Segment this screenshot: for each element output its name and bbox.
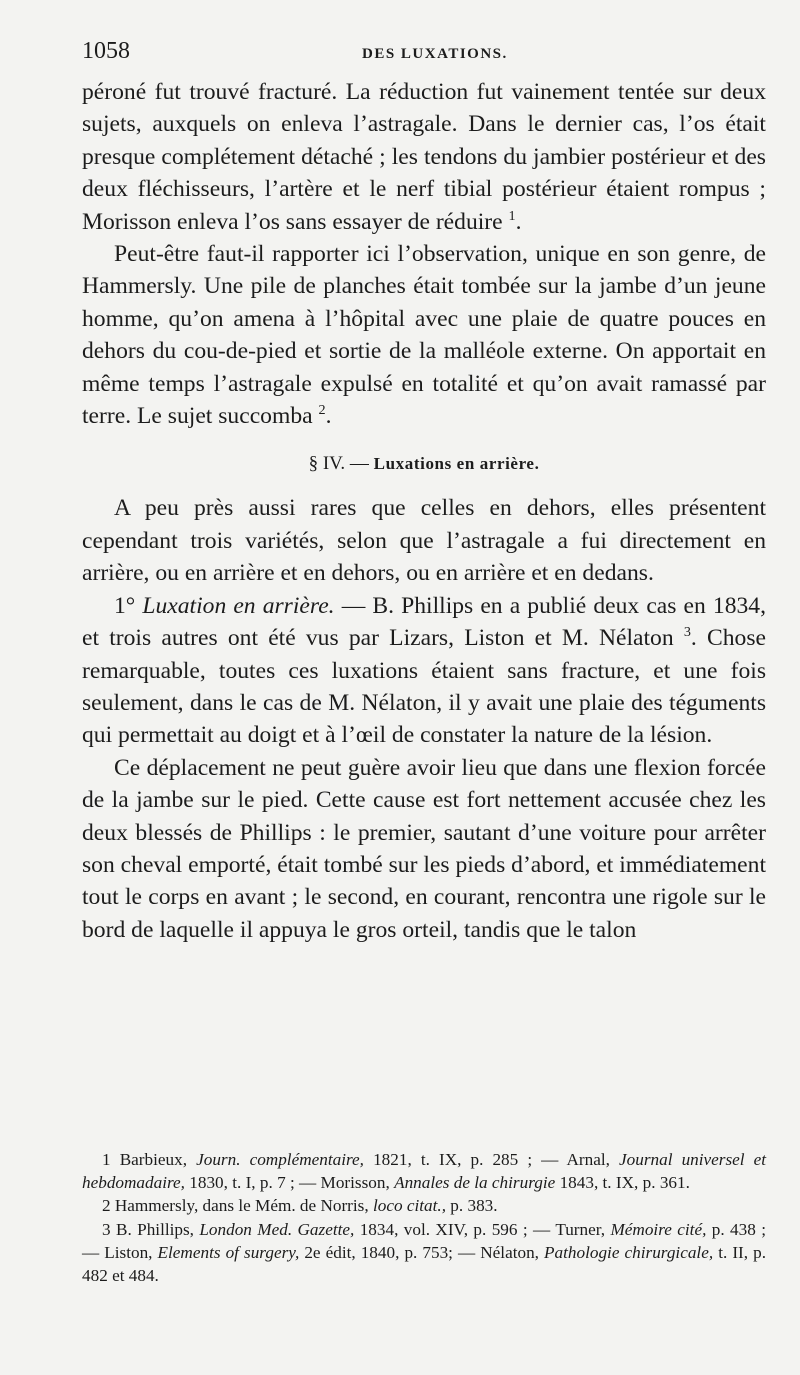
body-text xyxy=(82,76,766,946)
section-dash: — xyxy=(349,453,369,475)
footnote-3-part: t. II, p. 482 et 484. xyxy=(82,1242,767,1286)
footnote-3-part: 2e édit, 1840, p. 753; — Nélaton, xyxy=(304,1242,539,1262)
footnote-3 xyxy=(82,1218,766,1288)
running-head: DES LUXATIONS. xyxy=(362,46,508,62)
footnote-2-part: Hammersly, dans le Mém. de Norris, xyxy=(114,1196,369,1216)
footnote-3-part: Elements of surgery, xyxy=(157,1242,300,1262)
paragraph-2-end: . xyxy=(325,403,332,430)
footnote-3-part: 1834, vol. XIV, p. 596 ; — Turner, xyxy=(359,1219,606,1239)
paragraph-4 xyxy=(82,590,766,752)
footnote-1-part: Journ. complémentaire, xyxy=(196,1150,364,1169)
paragraph-1-end: . xyxy=(515,208,522,235)
footnote-3-number: 3 xyxy=(102,1219,111,1239)
footnote-1-part: 1821, t. IX, p. 285 ; — Arnal, xyxy=(373,1150,610,1169)
section-number: § IV. xyxy=(308,453,346,475)
footnote-ref-1: 1 xyxy=(508,207,516,224)
paragraph-1-text: péroné fut trouvé fracturé. La réduction fut vainement tentée sur deux sujets, auxquels on enleva l’astragale. Dans le dernier cas, l’os était presque complétement détaché ; les tendons du jambier postérieur et des deux fléchisseurs, l’artère et le nerf tibial postérieur étaient rompus ; Morisson enleva l’os sans essayer de réduire xyxy=(82,79,766,235)
footnote-3-part: p. 438 ; — Liston, xyxy=(82,1219,767,1262)
item-number: 1° xyxy=(114,592,136,619)
footnote-1-number: 1 xyxy=(102,1150,111,1169)
footnotes xyxy=(82,1148,766,1287)
section-heading xyxy=(82,452,766,476)
paragraph-5: Ce déplacement ne peut guère avoir lieu que dans une flexion forcée de la jambe sur le pied. Cette cause est fort nettement accusée chez les deux blessés de Phillips : le premier, sautant d’une voiture pour arrêter son cheval emporté, était tombé sur les pieds d’abord, et immédiatement tout le corps en avant ; le second, en courant, rencontra une rigole sur le bord de laquelle il appuya le gros orteil, tandis que le talon xyxy=(82,754,767,943)
footnote-2-number: 2 xyxy=(102,1196,111,1216)
footnote-2 xyxy=(82,1194,766,1217)
footnote-1-part: Annales de la chirurgie xyxy=(394,1173,556,1193)
paragraph-1 xyxy=(82,76,766,238)
footnote-ref-2: 2 xyxy=(318,402,326,419)
page-header xyxy=(82,38,768,70)
footnote-1-part: Barbieux, xyxy=(119,1150,187,1169)
footnote-2-part: p. 383. xyxy=(450,1196,498,1216)
paragraph-3: A peu près aussi rares que celles en dehors, elles présentent cependant trois variétés, selon que l’astragale a fui directement en arrière, ou en arrière et en dehors, ou en arrière et en dedans. xyxy=(82,495,766,587)
footnote-ref-3: 3 xyxy=(683,624,691,641)
footnote-1-part: 1830, t. I, p. 7 ; — Morisson, xyxy=(189,1173,390,1193)
paragraph-4-text: — B. Phillips en a publié deux cas en 1834, et trois autres ont été vus par Lizars, Liston et M. Nélaton xyxy=(82,592,766,652)
footnote-3-part: London Med. Gazette, xyxy=(199,1219,355,1239)
footnote-1 xyxy=(82,1148,766,1194)
footnote-3-part: Mémoire cité, xyxy=(610,1219,707,1239)
paragraph-2-text: Peut-être faut-il rapporter ici l’observation, unique en son genre, de Hammersly. Une pile de planches était tombée sur la jambe d’un jeune homme, qu’on amena à l’hôpital avec une plaie de quatre pouces en dehors du cou-de-pied et sortie de la malléole externe. On apportait en même temps l’astragale expulsé en totalité et qu’on avait ramassé par terre. Le sujet succomba xyxy=(82,241,766,430)
paragraph-2 xyxy=(82,238,766,432)
section-title: Luxations en arrière. xyxy=(373,454,540,474)
footnote-1-part: 1843, t. IX, p. 361. xyxy=(559,1173,690,1193)
footnote-1-part: Journal universel et hebdomadaire, xyxy=(82,1150,767,1193)
footnote-3-part: B. Phillips, xyxy=(115,1219,194,1239)
footnote-3-part: Pathologie chirurgicale, xyxy=(544,1242,714,1262)
page-number: 1058 xyxy=(82,38,130,64)
footnote-2-part: loco citat., xyxy=(372,1196,446,1216)
item-title: Luxation en arrière. xyxy=(142,592,335,619)
paragraph-4-rest: . Chose remarquable, toutes ces luxations étaient sans fracture, et une fois seulement, dans le cas de M. Nélaton, il y avait une plaie des téguments qui permettait au doigt et à l’œil de constater la nature de la lésion. xyxy=(82,625,766,749)
